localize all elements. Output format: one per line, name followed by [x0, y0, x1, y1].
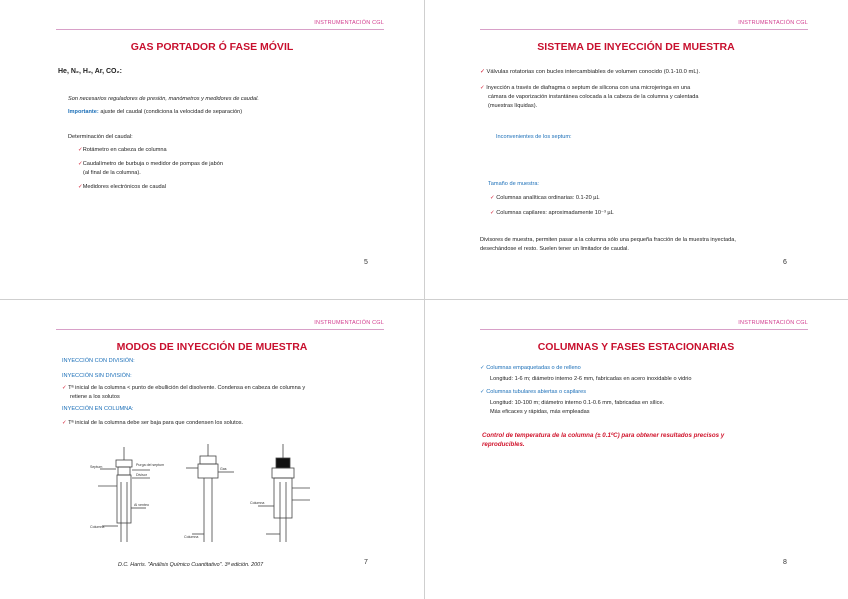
divisores-text-line2: desechándose el resto. Suelen tener un limitador de caudal.	[480, 246, 629, 252]
check-icon: ✓	[78, 147, 83, 153]
figure-label: Purga del septum	[136, 463, 165, 467]
injector-diagrams	[88, 442, 346, 560]
check-icon: ✓	[490, 195, 497, 201]
slide-title: MODOS DE INYECCIÓN DE MUESTRA	[116, 341, 308, 353]
temperature-control-text-line2: reproducibles.	[482, 441, 525, 448]
page-number: 6	[783, 259, 787, 266]
packed-columns-detail: Longitud: 1-6 m; diámetro interno 2-6 mm, fabricadas en acero inoxidable o vidrio	[490, 376, 692, 382]
tamano-heading: Tamaño de muestra:	[488, 181, 539, 187]
figure-label: Divisor	[136, 473, 147, 477]
capillary-columns-detail: Longitud: 10-100 m; diámetro interno 0.1-0.6 mm, fabricadas en sílice.	[490, 400, 665, 406]
gases-line: He, N₂, H₂, Ar, CO₂:	[58, 68, 122, 75]
check-icon: ✓	[480, 69, 487, 75]
splitless-text-line2: retiene a los solutos	[70, 394, 120, 400]
page-number: 7	[364, 559, 368, 566]
packed-columns-item: ✓ Columnas empaquetadas o de relleno	[480, 365, 581, 371]
inconvenientes-heading: Inconvenientes de los septum:	[496, 134, 572, 140]
importante-label: Importante:	[68, 109, 99, 115]
splitless-injector-drawing	[186, 444, 234, 542]
list-item: ✓ Columnas capilares: aproximadamente 10⁻³ µL	[490, 210, 614, 216]
slide-8	[424, 300, 848, 599]
importante-text: ajuste del caudal (condiciona la velocidad de separación)	[100, 109, 243, 115]
importante-line	[68, 108, 242, 116]
bullet-injection: ✓ Inyección a través de diafragma o septum de silicona con una microjeringa en una	[480, 85, 691, 91]
citation: D.C. Harris. "Análisis Químico Cuantitativo". 3ª edición. 2007	[118, 562, 264, 568]
page-number: 8	[783, 559, 787, 566]
on-column-injector-drawing	[258, 444, 310, 542]
figure-label: Al venteo	[134, 503, 149, 507]
slide-title: COLUMNAS Y FASES ESTACIONARIAS	[537, 341, 735, 353]
slide-title: SISTEMA DE INYECCIÓN DE MUESTRA	[537, 41, 735, 53]
regulators-text: Son necesarios reguladores de presión, manómetros y medidores de caudal.	[68, 96, 259, 102]
list-item-continuation: (al final de la columna).	[83, 170, 141, 176]
list-item: ✓ Columnas analíticas ordinarias: 0.1-20 µL	[490, 195, 600, 201]
bullet-injection-line3: (muestras líquidas).	[488, 103, 538, 109]
header-tag: INSTRUMENTACIÓN CGL	[738, 20, 808, 26]
check-icon: ✓	[78, 161, 83, 167]
header-tag: INSTRUMENTACIÓN CGL	[314, 20, 384, 26]
determination-text: Determinación del caudal:	[68, 134, 133, 140]
header-rule	[480, 329, 808, 330]
check-icon: ✓	[78, 184, 83, 190]
check-icon: ✓	[62, 385, 69, 391]
figure-label: Columna	[90, 525, 105, 529]
mode-on-column: INYECCIÓN EN COLUMNA:	[62, 406, 134, 412]
bullet-valves: ✓ Válvulas rotatorias con bucles intercambiables de volumen conocido (0.1-10.0 mL).	[480, 69, 701, 75]
splitless-text: ✓ Tª inicial de la columna < punto de ebullición del disolvente. Condensa en cabeza de columna y	[62, 385, 306, 391]
mode-splitless: INYECCIÓN SIN DIVISIÓN:	[62, 373, 132, 379]
list-item: ✓Rotámetro en cabeza de columna	[78, 147, 167, 153]
divisores-text: Divisores de muestra, permiten pasar a la columna sólo una pequeña fracción de la muestra inyectada,	[480, 237, 736, 243]
bullet-injection-line2: cámara de vaporización instantánea colocada a la cabeza de la columna y calentada	[488, 94, 699, 100]
check-icon: ✓	[480, 85, 487, 91]
header-tag: INSTRUMENTACIÓN CGL	[738, 320, 808, 326]
check-icon: ✓	[480, 365, 487, 371]
list-item: ✓Medidores electrónicos de caudal	[78, 184, 167, 190]
check-icon: ✓	[490, 210, 497, 216]
header-tag: INSTRUMENTACIÓN CGL	[314, 320, 384, 326]
slide-6	[424, 0, 848, 299]
header-rule	[56, 329, 384, 330]
page-number: 5	[364, 259, 368, 266]
slide-5	[0, 0, 424, 299]
figure-label: Septum	[90, 465, 103, 469]
split-injector-drawing	[98, 447, 150, 542]
slide-title: GAS PORTADOR Ó FASE MÓVIL	[130, 41, 294, 53]
mode-with-split: INYECCIÓN CON DIVISIÓN:	[62, 358, 135, 364]
on-column-text: ✓ Tª inicial de la columna debe ser baja para que condensen los solutos.	[62, 420, 244, 426]
figure-label: Columna	[250, 501, 265, 505]
check-icon: ✓	[480, 389, 487, 395]
capillary-columns-detail2: Más eficaces y rápidas, más empleadas	[490, 409, 590, 415]
figure-label: Gas	[220, 467, 227, 471]
figure-label: Columna	[184, 535, 199, 539]
header-rule	[56, 29, 384, 30]
list-item: ✓Caudalímetro de burbuja o medidor de pompas de jabón	[78, 161, 223, 167]
capillary-columns-item: ✓ Columnas tubulares abiertas o capilares	[480, 389, 587, 395]
temperature-control-text: Control de temperatura de la columna (± 0.1ºC) para obtener resultados precisos y	[482, 432, 725, 439]
header-rule	[480, 29, 808, 30]
check-icon: ✓	[62, 420, 69, 426]
